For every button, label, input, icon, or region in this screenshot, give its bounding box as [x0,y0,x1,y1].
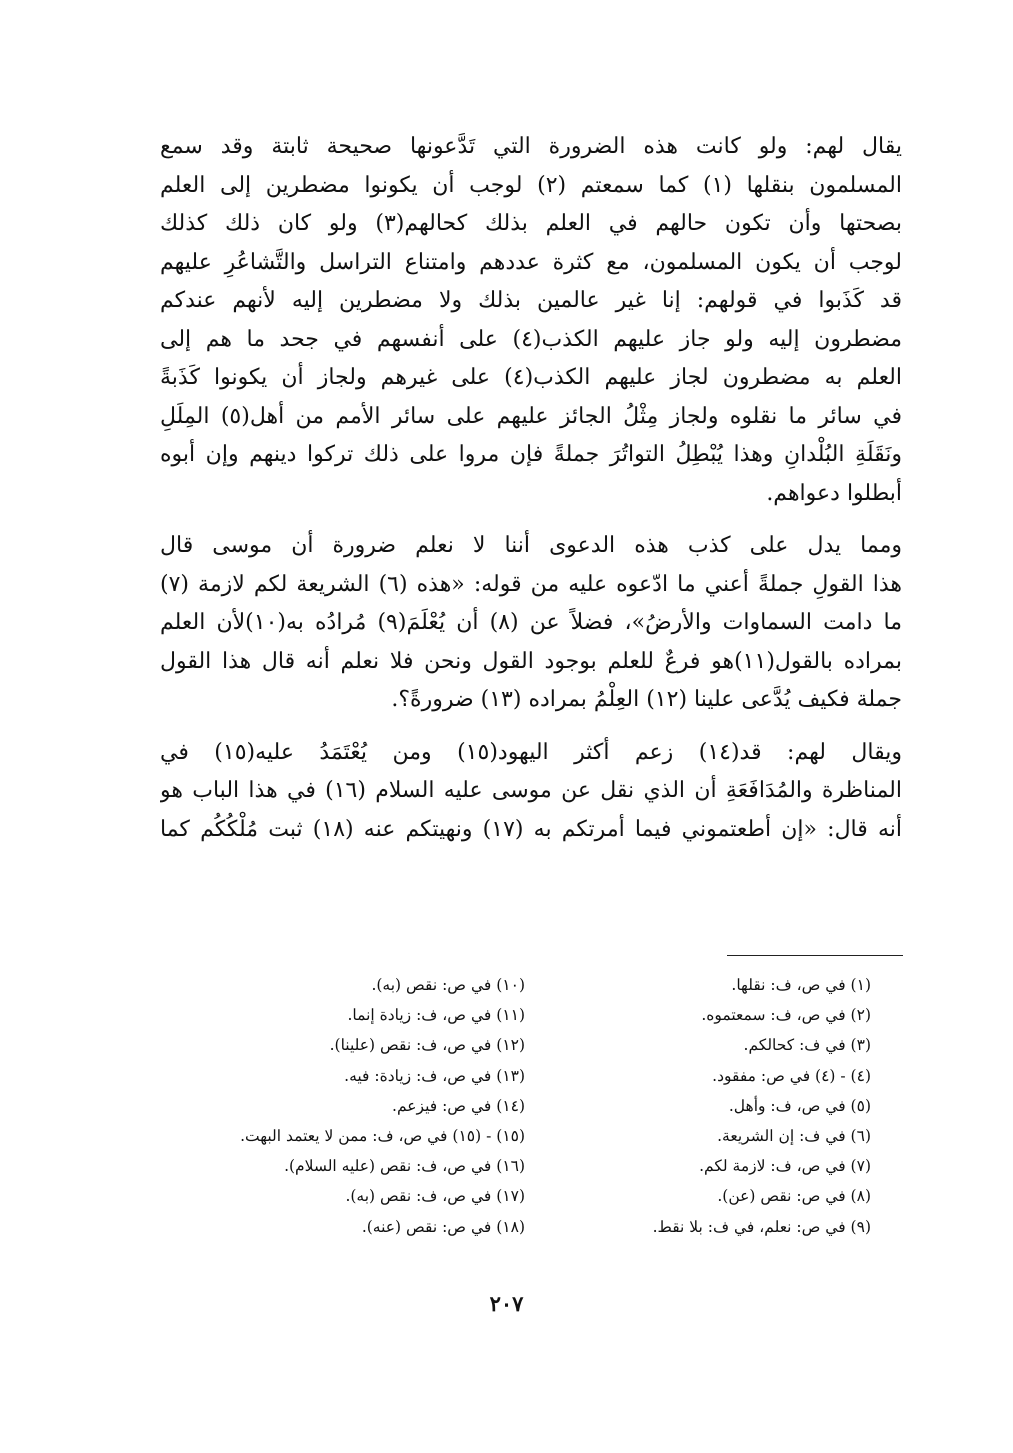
text-line: أنه قال: «إن أطعتموني فيما أمرتكم به (١٧) ونهيتكم عنه (١٨) ثبت مُلْكُكُم كما [160,816,902,842]
footnote: (١٧) في ص، ف: نقص (به). [345,1187,525,1206]
text-line: في سائر ما نقلوه ولجاز مِثْلُ الجائز عليهم على سائر الأمم من أهل(٥) المِلَلِ [160,403,902,429]
footnote: (١٠) في ص: نقص (به). [371,976,525,994]
text-line: المسلمون بنقلها (١) كما سمعتم (٢) لوجب أن يكونوا مضطرين إلى العلم [160,172,902,198]
text-line: لوجب أن يكون المسلمون، مع كثرة عددهم وامتناع التراسل والتَّشاعُرِ عليهم [160,249,902,275]
footnote: (١) في ص، ف: نقلها. [731,976,871,994]
text-line: المناظرة والمُدَافَعَةِ أن الذي نقل عن موسى عليه السلام (١٦) في هذا الباب هو [160,778,902,803]
footnote: (١٦) في ص، ف: نقص (عليه السلام). [284,1157,525,1176]
paragraph-1 [160,128,902,513]
footnote: (٦) في ف: إن الشريعة. [717,1126,871,1145]
footnote: (١٥) - (١٥) في ص، ف: ممن لا يعتمد البهت. [240,1126,525,1145]
paragraph-2 [160,527,902,720]
text-line: هذا القولِ جملةً أعني ما ادّعوه عليه من قوله: «هذه (٦) الشريعة لكم لازمة (٧) [160,571,902,597]
footnote: (٢) في ص، ف: سمعتموه. [701,1006,871,1025]
footnote: (١٣) في ص، ف: زيادة: فيه. [344,1066,525,1085]
footnote-separator [727,955,903,956]
text-line: بصحتها وأن تكون حالهم في العلم بذلك كحالهم(٣) ولو كان ذلك كذلك [160,211,902,236]
text-line: جملة فكيف يُدَّعى علينا (١٢) العِلْمُ بمراده (١٣) ضرورةً؟. [391,687,902,712]
footnote: (٧) في ص، ف: لازمة لكم. [699,1157,871,1176]
footnote: (١٤) في ص: فيزعم. [392,1096,525,1115]
text-line: ونَقَلَةِ البُلْدانِ وهذا يُبْطِلُ التواتُرَ جملةً فإن مروا على ذلك تركوا دينهم وإن أبوه [160,442,902,467]
paragraph-3 [160,734,902,850]
footnote: (٨) في ص: نقص (عن). [717,1187,871,1206]
text-line: يقال لهم: ولو كانت هذه الضرورة التي تَدَّعونها صحيحة ثابتة وقد سمع [160,134,902,159]
footnote: (١١) في ص، ف: زيادة إنما. [347,1006,525,1025]
footnotes-left-column [165,970,525,1242]
footnotes-right-column [521,970,871,1242]
text-line: قد كَذَبوا في قولهم: إنا غير عالمين بذلك ولا مضطرين إليه لأنهم عندكم [160,288,902,313]
text-line: ما دامت السماوات والأرضُ»، فضلاً عن (٨) أن يُعْلَمَ(٩) مُرادُه به(١٠)لأن العلم [160,610,902,635]
text-line: بمراده بالقول(١١)هو فرعٌ للعلم بوجود القول ونحن فلا نعلم أنه قال هذا القول [160,648,902,674]
footnote: (١٨) في ص: نقص (عنه). [361,1217,525,1236]
page-number: ٢٠٧ [489,1291,524,1316]
footnote: (٥) في ص، ف: وأهل. [728,1096,871,1115]
footnote: (٩) في ص: نعلم، في ف: بلا نقط. [652,1217,871,1236]
text-line: أبطلوا دعواهم. [766,480,902,506]
text-line: العلم به مضطرون لجاز عليهم الكذب(٤) على غيرهم ولجاز أن يكونوا كَذَبةً [160,365,902,390]
text-line: ويقال لهم: قد(١٤) زعم أكثر اليهود(١٥) ومن يُعْتَمَدُ عليه(١٥) في [160,739,902,765]
footnote: (١٢) في ص، ف: نقص (علينا). [329,1036,525,1055]
footnote: (٣) في ف: كحالكم. [743,1036,871,1055]
text-line: مضطرون إليه ولو جاز عليهم الكذب(٤) على أنفسهم في جحد ما هم إلى [160,326,902,352]
footnote: (٤) - (٤) في ص: مفقود. [712,1066,871,1085]
text-line: ومما يدل على كذب هذه الدعوى أننا لا نعلم ضرورة أن موسى قال [160,533,902,558]
main-text [160,128,902,849]
